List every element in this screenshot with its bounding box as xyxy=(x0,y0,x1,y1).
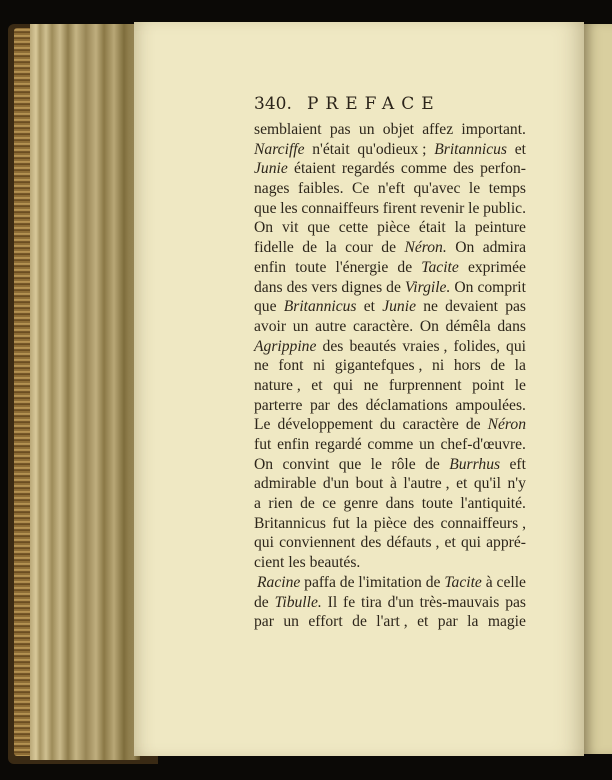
word: vers xyxy=(311,278,338,296)
word: connaiffeurs xyxy=(301,199,379,217)
word: étaient xyxy=(294,160,336,178)
word: et xyxy=(456,475,468,493)
word: la xyxy=(325,239,337,257)
italic-word: Néron. xyxy=(404,239,447,257)
italic-word: Britannicus xyxy=(434,140,507,158)
text-line xyxy=(254,238,526,258)
word: comme xyxy=(400,160,447,178)
word: les xyxy=(280,199,298,217)
word: regardés xyxy=(341,160,395,178)
text-line xyxy=(254,612,526,632)
facing-page-edge xyxy=(584,24,612,754)
word: rôle xyxy=(391,455,416,473)
word: appré- xyxy=(486,534,526,552)
word: ne xyxy=(254,357,269,375)
word: pièce xyxy=(377,219,411,237)
word: fut xyxy=(254,436,272,453)
word: le xyxy=(370,455,382,473)
word: nature , xyxy=(254,376,301,394)
text-line xyxy=(254,533,526,553)
word: qu'odieux ; xyxy=(357,140,427,158)
word: qui xyxy=(506,337,526,355)
word: par xyxy=(309,396,330,414)
word: que xyxy=(338,455,362,473)
word: qui xyxy=(460,534,481,552)
word: connaiffeurs , xyxy=(440,514,526,532)
page-block-edge xyxy=(30,24,140,760)
word: de xyxy=(339,573,355,591)
word: que xyxy=(254,298,277,316)
word: le xyxy=(468,199,480,217)
word: admira xyxy=(482,239,526,257)
word: semblaient xyxy=(254,121,322,138)
text-line xyxy=(254,494,526,514)
word: beautés. xyxy=(309,554,361,572)
text-line xyxy=(254,376,526,396)
word: la xyxy=(514,357,526,375)
word: ne xyxy=(363,376,379,394)
text-line xyxy=(254,120,526,140)
word: et xyxy=(444,534,456,552)
word: des xyxy=(286,278,308,296)
word: eft xyxy=(509,455,526,473)
word: l'énergie xyxy=(335,258,389,276)
italic-word: Tacite xyxy=(444,573,482,591)
word: dans xyxy=(385,495,415,513)
italic-word: Narciffe xyxy=(254,140,305,158)
word: toute xyxy=(421,495,453,513)
word: pas xyxy=(505,593,526,611)
word: gigantefques , xyxy=(334,357,423,375)
word: vit xyxy=(281,219,299,237)
text-line xyxy=(254,553,526,573)
page-header xyxy=(254,94,441,114)
word: que xyxy=(254,199,277,217)
word: autre xyxy=(315,317,347,335)
word: magie xyxy=(487,613,526,631)
text-line xyxy=(254,159,526,179)
word: folides, xyxy=(453,337,500,355)
word: n'y xyxy=(507,475,526,493)
text-line xyxy=(254,455,526,475)
word: comprit xyxy=(477,278,526,296)
word: d'un xyxy=(322,475,350,493)
italic-word: Néron xyxy=(487,416,526,434)
italic-word: Racine xyxy=(257,573,301,591)
word: ce xyxy=(322,495,337,513)
word: défauts , xyxy=(386,534,440,552)
word: de xyxy=(425,573,441,591)
word: un xyxy=(358,121,375,138)
italic-word: Junie xyxy=(382,298,416,316)
italic-word: Britannicus xyxy=(283,298,357,316)
word: perfon- xyxy=(480,160,526,178)
word: enfin xyxy=(254,258,287,276)
word: caractère xyxy=(402,416,459,434)
word: peinture xyxy=(474,219,526,237)
word: un xyxy=(283,613,299,631)
word: celle xyxy=(496,573,526,591)
word: n'était xyxy=(312,140,350,158)
word: des xyxy=(413,514,435,532)
word: On xyxy=(254,219,274,237)
text-line xyxy=(254,199,526,219)
word: que xyxy=(307,219,330,237)
word: hors xyxy=(453,357,481,375)
word: un xyxy=(292,317,309,335)
word: d'un xyxy=(387,593,414,611)
word: furprennent xyxy=(388,376,462,394)
text-line xyxy=(254,140,526,160)
word: n'eft xyxy=(377,180,405,198)
word: des xyxy=(322,337,344,355)
word: rien xyxy=(268,495,293,513)
word: avoir xyxy=(254,317,287,335)
word: qui xyxy=(333,376,354,394)
word: devaient xyxy=(445,298,498,316)
word: la xyxy=(454,219,466,237)
word: de xyxy=(386,278,401,296)
text-line xyxy=(254,337,526,357)
word: revenir xyxy=(420,199,465,217)
word: de xyxy=(425,455,440,473)
word: du xyxy=(379,416,396,434)
word: temps xyxy=(488,180,526,198)
word: très-mauvais xyxy=(419,593,500,611)
text-line xyxy=(254,593,526,613)
word: la xyxy=(356,514,368,532)
word: le xyxy=(468,180,481,198)
word: On xyxy=(455,239,475,257)
word: caractère. xyxy=(352,317,414,335)
word: par xyxy=(254,613,274,631)
word: On xyxy=(454,278,474,296)
word: ni xyxy=(432,357,445,375)
page-body-text xyxy=(254,120,526,632)
word: beautés xyxy=(349,337,397,355)
text-line xyxy=(254,218,526,238)
word: point xyxy=(472,376,505,394)
word: qu'il xyxy=(473,475,501,493)
word: ne xyxy=(423,298,438,316)
word: ampoulées. xyxy=(455,396,526,414)
word: ni xyxy=(313,357,326,375)
word: un xyxy=(419,436,435,453)
word: enfin xyxy=(277,436,310,453)
word: toute xyxy=(295,258,327,276)
word: de xyxy=(381,239,397,257)
word: cour xyxy=(345,239,373,257)
italic-word: Virgile. xyxy=(404,278,451,296)
word: qui xyxy=(254,534,274,552)
word: qu'avec xyxy=(413,180,461,198)
text-line xyxy=(254,396,526,416)
word: fidelle xyxy=(254,239,294,257)
text-line xyxy=(254,356,526,376)
word: à xyxy=(485,573,493,591)
word: de xyxy=(254,593,269,611)
word: de xyxy=(490,357,506,375)
word: admirable xyxy=(254,475,317,493)
italic-word: Tacite xyxy=(421,258,459,276)
word: dans xyxy=(497,317,526,335)
word: comme xyxy=(367,436,414,453)
word: l'antiquité. xyxy=(460,495,526,513)
word: dans xyxy=(254,278,283,296)
text-line xyxy=(254,258,526,278)
word: exprimée xyxy=(467,258,526,276)
word: les xyxy=(288,554,306,572)
word: des xyxy=(337,396,359,414)
word: et xyxy=(311,376,323,394)
word: l'imitation xyxy=(358,573,422,591)
word: fut xyxy=(332,514,350,532)
word: On xyxy=(254,455,274,473)
word: déclamations xyxy=(365,396,448,414)
word: cient xyxy=(254,554,285,572)
text-line xyxy=(254,514,526,534)
text-line xyxy=(254,317,526,337)
word: chef-d'œuvre. xyxy=(440,436,526,453)
word: était xyxy=(418,219,446,237)
italic-word: Tibulle. xyxy=(274,593,322,611)
word: et xyxy=(417,613,429,631)
word: On xyxy=(419,317,439,335)
italic-word: Agrippine xyxy=(254,337,317,355)
text-line xyxy=(254,573,526,593)
word: dignes xyxy=(341,278,383,296)
word: démêla xyxy=(445,317,491,335)
word: de xyxy=(397,258,413,276)
text-line xyxy=(254,179,526,199)
word: de xyxy=(302,239,317,257)
word: affez xyxy=(422,121,454,138)
text-line xyxy=(254,297,526,317)
word: l'autre , xyxy=(403,475,450,493)
word: et xyxy=(363,298,375,316)
italic-word: Junie xyxy=(254,160,288,178)
running-head: PREFACE xyxy=(306,94,441,114)
word: pas xyxy=(329,121,351,138)
word: de xyxy=(352,613,367,631)
word: Le xyxy=(254,416,271,434)
text-line xyxy=(254,278,526,298)
word: pas xyxy=(505,298,526,316)
word: a xyxy=(254,495,261,513)
word: genre xyxy=(343,495,379,513)
word: objet xyxy=(382,121,414,138)
word: faibles. xyxy=(298,180,344,198)
word: l'art , xyxy=(376,613,408,631)
page-number: 340. xyxy=(254,94,292,114)
word: parterre xyxy=(254,396,303,414)
word: conviennent xyxy=(279,534,356,552)
word: nages xyxy=(254,180,290,198)
word: Il xyxy=(327,593,338,611)
word: Britannicus xyxy=(254,514,326,532)
word: des xyxy=(453,160,474,178)
word: convint xyxy=(282,455,330,473)
word: regardé xyxy=(314,436,362,453)
word: firent xyxy=(382,199,417,217)
word: fe xyxy=(343,593,356,611)
word: de xyxy=(465,416,481,434)
word: important. xyxy=(461,121,526,138)
word: public. xyxy=(483,199,526,217)
word: par xyxy=(437,613,458,631)
word: des xyxy=(360,534,382,552)
word: et xyxy=(514,140,526,158)
word: paffa xyxy=(304,573,336,591)
word: de xyxy=(300,495,315,513)
text-line xyxy=(254,474,526,494)
word: bout xyxy=(355,475,384,493)
word: le xyxy=(514,376,526,394)
word: pièce xyxy=(373,514,407,532)
text-line xyxy=(254,435,526,455)
word: tira xyxy=(360,593,382,611)
word: à xyxy=(389,475,397,493)
word: développement xyxy=(277,416,373,434)
word: font xyxy=(278,357,304,375)
word: cette xyxy=(338,219,369,237)
word: la xyxy=(467,613,479,631)
word: vraies , xyxy=(402,337,448,355)
word: Ce xyxy=(352,180,370,198)
italic-word: Burrhus xyxy=(449,455,501,473)
text-line xyxy=(254,415,526,435)
word: effort xyxy=(308,613,343,631)
